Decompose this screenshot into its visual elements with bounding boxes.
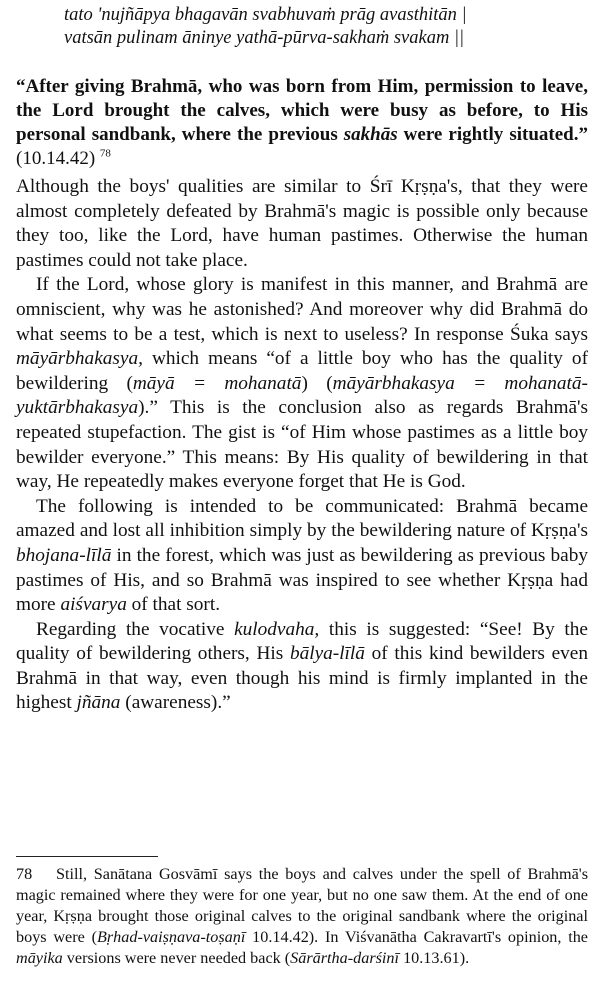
verse-line-2: vatsān pulinam āninye yathā-pūrva-sakhaṁ svakam || [64,28,465,48]
fn-text-4: 10.13.61). [399,949,470,967]
paragraph-4 [16,618,588,716]
fn-term-2: māyika [16,949,63,967]
p2-text-3: ) ( [301,372,333,394]
p2-term-1: māyārbhakasya, [16,348,143,370]
fn-term-1: Bṛhad-vaiṣṇava-toṣaṇī [96,928,246,946]
fn-term-3: Sārārtha-darśinī [290,949,400,967]
sanskrit-verse [64,4,584,50]
translation-text-1: “After giving Brahmā, who was born from Him, permission to leave, the Lord brought the calves, which were busy as before, to His personal sandbank, where the previous [16,76,588,145]
footnote [16,864,588,969]
p4-term-3: jñāna [76,692,121,714]
p3-text-2: in the forest, which was just as bewildering as previous baby pastimes of His, and so Brahmā was inspired to see whether Kṛṣṇa had more [16,544,588,616]
p2-text-2: which means “of a little boy who has the quality of bewildering ( [16,348,588,394]
paragraph-1: Although the boys' qualities are similar to Śrī Kṛṣṇa's, that they were almost completely defeated by Brahmā's magic is possible only because they too, like the Lord, have human pastimes. Otherwise the human pastimes could not take place. [16,176,588,271]
p2-term-3: māyārbhakasya = mohanatā-yuktārbhakasya [16,372,588,419]
p4-term-1: kulodvaha, [234,618,320,640]
fn-text-2: 10.14.42). In Viśvanātha Cakravartī's opinion, the [245,928,588,946]
p3-text-1: The following is intended to be communicated: Brahmā became amazed and lost all inhibition simply by the bewildering nature of Kṛṣṇa's [16,495,588,542]
p2-text-4: ).” This is the conclusion also as regards Brahmā's repeated stupefaction. The gist is “of Him whose pastimes as a little boy bewilder everyone.” This means: By His quality of bewildering in that way, He repeatedly makes everyone forget that He is God. [16,397,588,493]
p4-text-4: (awareness).” [120,692,231,714]
translation-text-2: were rightly situated.” [397,124,588,145]
p4-text-1: Regarding the vocative [36,618,235,640]
footnote-marker: 78 [99,147,111,160]
paragraph-3 [16,495,588,618]
p4-text-3: of this kind bewilders even Brahmā in that way, even though his mind is firmly implanted in the highest [16,643,588,714]
p3-text-3: of that sort. [126,594,221,616]
verse-line-1: tato 'nujñāpya bhagavān svabhuvaṁ prāg avasthitān | [64,5,467,25]
p4-text-2: this is suggested: “See! By the quality of bewildering others, His [16,618,588,665]
footnote-number: 78 [16,865,33,883]
p2-text-1: If the Lord, whose glory is manifest in this manner, and Brahmā are omniscient, why was he astonished? And moreover why did Brahmā do what seems to be a test, which is next to useless? In response Śuka says [16,274,588,345]
translation-term-sakhas: sakhās [343,124,398,145]
p3-term-2: aiśvarya [60,594,127,616]
p4-term-2: bālya-līlā [289,643,365,665]
translation-reference: (10.14.42) [16,148,100,169]
fn-text-3: versions were never needed back ( [62,949,291,967]
p2-term-2: māyā = mohanatā [132,372,302,394]
commentary [16,175,588,716]
fn-text-1: Still, Sanātana Gosvāmī says the boys and calves under the spell of Brahmā's magic remained where they were for one year, but no one saw them. At the end of one year, Kṛṣṇa brought those original calves to the original sandbank where the original boys were ( [16,865,588,946]
paragraph-2 [16,273,588,494]
footnote-divider [16,856,158,857]
verse-translation [16,75,588,171]
p3-term-1: bhojana-līlā [16,544,112,566]
